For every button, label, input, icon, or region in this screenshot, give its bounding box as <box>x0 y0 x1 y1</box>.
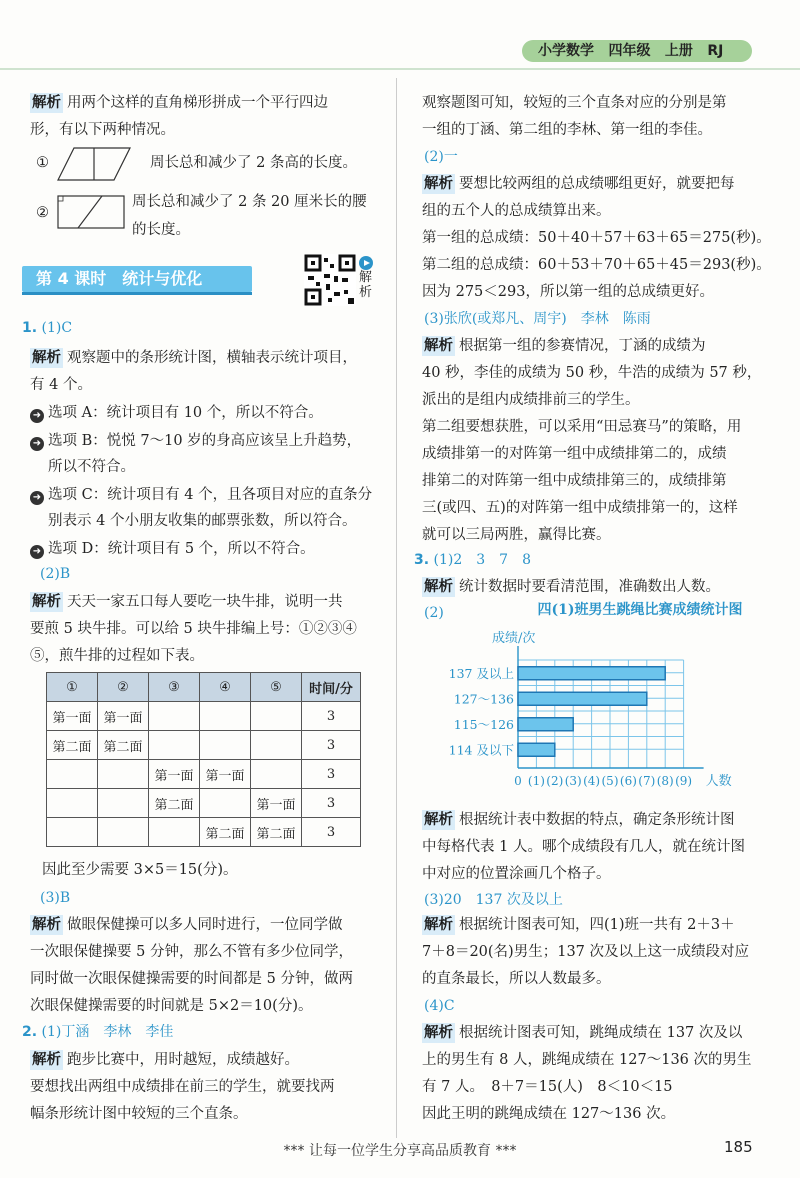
q3-answer-4: (4)C <box>424 998 455 1014</box>
table-cell <box>47 789 98 818</box>
arrow-icon: ➜ <box>30 437 44 451</box>
analysis-label: 解析 <box>32 95 61 111</box>
table-cell <box>149 818 200 847</box>
x-tick-label: (5) <box>601 774 619 788</box>
table-cell: 第二面 <box>200 818 251 847</box>
analysis-label: 解析 <box>32 1052 61 1068</box>
q1-line-1: 观察题中的条形统计图，横轴表示统计项目， <box>67 350 357 366</box>
q2-line-3: 幅条形统计图中较短的三个直条。 <box>30 1106 248 1122</box>
case2-text-2: 的长度。 <box>132 222 190 238</box>
right-line-25: 有 7 人。 8＋7＝15(人) 8＜10＜15 <box>422 1079 673 1095</box>
parallelogram-diagram-1 <box>54 144 134 184</box>
table-row <box>47 818 361 847</box>
analysis-label: 解析 <box>424 176 453 192</box>
q2-answer-1 <box>22 1022 173 1042</box>
table-cell <box>251 731 302 760</box>
table-cell: 第一面 <box>98 702 149 731</box>
table-cell <box>200 702 251 731</box>
table-cell <box>98 760 149 789</box>
header-rule <box>0 68 800 70</box>
q2-analysis <box>30 1050 299 1070</box>
q1-3-analysis <box>30 915 343 935</box>
right-line-8: 根据第一组的参赛情况，丁涵的成绩为 <box>459 338 706 354</box>
category-label: 137 及以上 <box>448 665 514 681</box>
table-row <box>47 731 361 760</box>
intro-line-2: 形，有以下两种情况。 <box>30 122 175 138</box>
intro-line-1: 用两个这样的直角梯形拼成一个平行四边 <box>67 95 328 111</box>
q2-2-analysis <box>422 174 735 194</box>
option-c <box>30 485 372 505</box>
analysis-label: 解析 <box>32 917 61 933</box>
q3-3-analysis <box>422 915 735 935</box>
x-tick-label: (7) <box>638 774 656 788</box>
option-b-line-2: 所以不符合。 <box>48 459 135 475</box>
steak-schedule-table <box>46 672 361 847</box>
table-cell <box>149 731 200 760</box>
table-cell: 第二面 <box>149 789 200 818</box>
right-line-18: 中每格代表 1 人。哪个成绩段有几人，就在统计图 <box>422 839 745 855</box>
x-tick-label: (6) <box>619 774 637 788</box>
table-header: ③ <box>149 673 200 702</box>
option-b <box>30 431 361 451</box>
table-header: 时间/分 <box>302 673 361 702</box>
arrow-icon: ➜ <box>30 545 44 559</box>
q2-line-1: 跑步比赛中，用时越短，成绩越好。 <box>67 1052 299 1068</box>
table-cell: 第二面 <box>47 731 98 760</box>
q1-3-line-3: 同时做一次眼保健操需要的时间都是 5 分钟，做两 <box>30 971 353 987</box>
q2-number: 2. <box>22 1024 38 1040</box>
qr-label: 解析 <box>359 270 373 300</box>
lesson-title-banner <box>22 266 252 292</box>
option-c-text: 选项 C：统计项目有 4 个，且各项目对应的直条分 <box>48 487 373 503</box>
q3-2-analysis <box>422 810 735 830</box>
category-label: 127～136 <box>453 691 514 707</box>
arrow-icon: ➜ <box>30 491 44 505</box>
header-subject: 小学数学 <box>538 43 594 59</box>
header-edition: RJ <box>707 43 724 59</box>
q1-analysis <box>30 348 357 368</box>
q2-answer-2: (2)一 <box>424 149 458 165</box>
case2-text-1: 周长总和减少了 2 条 20 厘米长的腰 <box>132 194 367 210</box>
table-cell <box>200 731 251 760</box>
table-row <box>47 789 361 818</box>
table-cell: 第一面 <box>149 760 200 789</box>
analysis-label: 解析 <box>424 338 453 354</box>
footer-slogan: *** 让每一位学生分享高品质教育 *** <box>283 1143 517 1159</box>
q1-3-line-4: 次眼保健操需要的时间就是 5×2＝10(分)。 <box>30 998 313 1014</box>
q1-2-line-3: ⑤，煎牛排的过程如下表。 <box>30 648 204 664</box>
q3-answer-text: (1)2 3 7 8 <box>433 552 531 568</box>
table-cell: 第一面 <box>200 760 251 789</box>
option-d <box>30 539 315 559</box>
chart-title: 四(1)班男生跳绳比赛成绩统计图 <box>537 602 743 618</box>
right-line-13: 排第二的对阵第一组中成绩排第三的，成绩排第 <box>422 473 727 489</box>
category-label: 115～126 <box>453 716 514 732</box>
x-tick-label: (2) <box>546 774 564 788</box>
right-line-16: 统计数据时要看清范围，准确数出人数。 <box>459 579 720 595</box>
right-line-5: 第一组的总成绩：50＋40＋57＋63＋65＝275(秒)。 <box>422 230 771 246</box>
right-line-24: 上的男生有 8 人，跳绳成绩在 127～136 次的男生 <box>422 1052 752 1068</box>
table-cell: 第一面 <box>251 789 302 818</box>
q1-answer-1 <box>22 318 72 338</box>
option-b-text: 选项 B：悦悦 7～10 岁的身高应该呈上升趋势， <box>48 433 362 449</box>
analysis-label: 解析 <box>424 579 453 595</box>
q1-line-2: 有 4 个。 <box>30 377 92 393</box>
right-line-9: 40 秒，李佳的成绩为 50 秒，牛浩的成绩为 57 秒， <box>422 365 762 381</box>
chart-bar <box>518 743 555 756</box>
q1-3-line-1: 做眼保健操可以多人同时进行，一位同学做 <box>67 917 343 933</box>
arrow-icon: ➜ <box>30 409 44 423</box>
x-tick-label: (1) <box>527 774 545 788</box>
right-line-1: 观察题图可知，较短的三个直条对应的分别是第 <box>422 95 727 111</box>
q3-4-analysis <box>422 1023 742 1043</box>
q3-analysis <box>422 577 720 597</box>
page-number: 185 <box>724 1138 753 1156</box>
right-line-19: 中对应的位置涂画几个格子。 <box>422 866 611 882</box>
q2-line-2: 要想找出两组中成绩排在前三的学生，就要找两 <box>30 1079 335 1095</box>
right-line-23: 根据统计图表可知，跳绳成绩在 137 次及以 <box>459 1025 743 1041</box>
qr-code-icon[interactable] <box>304 254 356 306</box>
right-line-7: 因为 275＜293，所以第一组的总成绩更好。 <box>422 284 714 300</box>
q3-number: 3. <box>414 552 430 568</box>
table-header: ⑤ <box>251 673 302 702</box>
q3-answer-1 <box>414 550 531 570</box>
table-cell: 3 <box>302 789 361 818</box>
right-line-21: 7＋8＝20(名)男生；137 次及以上这一成绩段对应 <box>422 944 749 960</box>
header-volume: 上册 <box>664 43 693 59</box>
lesson-title: 第 4 课时 统计与优化 <box>36 269 203 288</box>
right-line-20: 根据统计图表可知，四(1)班一共有 2＋3＋ <box>459 917 735 933</box>
page-header <box>522 40 752 62</box>
right-line-26: 因此王明的跳绳成绩在 127～136 次。 <box>422 1106 676 1122</box>
right-line-10: 派出的是组内成绩排前三的学生。 <box>422 392 640 408</box>
option-a <box>30 403 323 423</box>
right-line-14: 三(或四、五)的对阵第一组中成绩排第一的，这样 <box>422 500 738 516</box>
right-line-17: 根据统计表中数据的特点，确定条形统计图 <box>459 812 735 828</box>
column-divider <box>396 78 397 1138</box>
case2-number: ② <box>36 205 49 221</box>
chart-bar <box>518 718 573 731</box>
table-cell: 第一面 <box>47 702 98 731</box>
q1-2-conclusion: 因此至少需要 3×5＝15(分)。 <box>42 862 238 878</box>
q2-3-analysis <box>422 336 706 356</box>
y-axis-label: 成绩/次 <box>492 631 536 646</box>
x-tick-label: (4) <box>583 774 601 788</box>
option-c-line-2: 别表示 4 个小朋友收集的邮票张数，所以符合。 <box>48 513 357 529</box>
table-cell <box>149 702 200 731</box>
jump-rope-bar-chart <box>410 598 790 808</box>
option-a-text: 选项 A：统计项目有 10 个，所以不符合。 <box>48 405 323 421</box>
table-cell <box>47 760 98 789</box>
table-cell <box>251 760 302 789</box>
right-line-2: 一组的丁涵、第二组的李林、第一组的李佳。 <box>422 122 712 138</box>
play-icon <box>359 256 373 270</box>
right-line-22: 的直条最长，所以人数最多。 <box>422 971 611 987</box>
table-cell: 3 <box>302 760 361 789</box>
case1-number: ① <box>36 155 49 171</box>
right-line-6: 第二组的总成绩：60＋53＋70＋65＋45＝293(秒)。 <box>422 257 771 273</box>
x-tick-label: (9) <box>675 774 693 788</box>
table-cell: 3 <box>302 731 361 760</box>
table-cell: 第二面 <box>98 731 149 760</box>
q1-2-line-2: 要煎 5 块牛排。可以给 5 块牛排编上号：①②③④ <box>30 621 357 637</box>
table-header: ① <box>47 673 98 702</box>
case1-text: 周长总和减少了 2 条高的长度。 <box>150 155 357 171</box>
table-row <box>47 760 361 789</box>
x-tick-label: (8) <box>656 774 674 788</box>
analysis-label: 解析 <box>32 594 61 610</box>
table-row <box>47 702 361 731</box>
q3-answer-3: (3)20 137 次及以上 <box>424 892 563 908</box>
table-cell <box>251 702 302 731</box>
x-axis-label: 人数 <box>705 774 732 789</box>
analysis-label: 解析 <box>424 1025 453 1041</box>
analysis-label: 解析 <box>424 812 453 828</box>
right-line-4: 组的五个人的总成绩算出来。 <box>422 203 611 219</box>
q3-answer-2: (2) <box>424 605 444 621</box>
q1-answer-3: (3)B <box>40 890 71 906</box>
table-cell <box>200 789 251 818</box>
q2-answer-text: (1)丁涵 李林 李佳 <box>41 1024 174 1040</box>
analysis-label: 解析 <box>424 917 453 933</box>
q1-2-analysis <box>30 592 343 612</box>
analysis-label: 解析 <box>32 350 61 366</box>
table-header: ② <box>98 673 149 702</box>
q1-answer-2: (2)B <box>40 566 71 582</box>
right-line-15: 就可以三局两胜，赢得比赛。 <box>422 527 611 543</box>
category-label: 114 及以下 <box>448 742 514 758</box>
option-d-text: 选项 D：统计项目有 5 个，所以不符合。 <box>48 541 315 557</box>
right-line-3: 要想比较两组的总成绩哪组更好，就要把每 <box>459 176 735 192</box>
intro-analysis <box>30 93 328 113</box>
table-header: ④ <box>200 673 251 702</box>
table-header-row <box>47 673 361 702</box>
right-line-11: 第二组要想获胜，可以采用“田忌赛马”的策略，用 <box>422 419 742 435</box>
right-line-12: 成绩排第一的对阵第一组中成绩排第二的，成绩 <box>422 446 727 462</box>
chart-bar <box>518 667 665 680</box>
chart-bar <box>518 692 647 705</box>
table-cell: 第二面 <box>251 818 302 847</box>
table-cell: 3 <box>302 702 361 731</box>
parallelogram-diagram-2 <box>54 192 134 234</box>
x-tick-label: (3) <box>564 774 582 788</box>
table-cell <box>98 818 149 847</box>
q1-2-line-1: 天天一家五口每人要吃一块牛排，说明一共 <box>67 594 343 610</box>
q1-3-line-2: 一次眼保健操要 5 分钟，那么不管有多少位同学， <box>30 944 353 960</box>
header-grade: 四年级 <box>608 43 651 59</box>
table-cell <box>47 818 98 847</box>
q1-number: 1. <box>22 320 38 336</box>
q2-answer-3: (3)张欣(或郑凡、周宇) 李林 陈雨 <box>424 311 651 327</box>
q1-answer-text: (1)C <box>41 320 73 336</box>
table-cell: 3 <box>302 818 361 847</box>
x-tick-label: 0 <box>514 774 522 788</box>
table-cell <box>98 789 149 818</box>
